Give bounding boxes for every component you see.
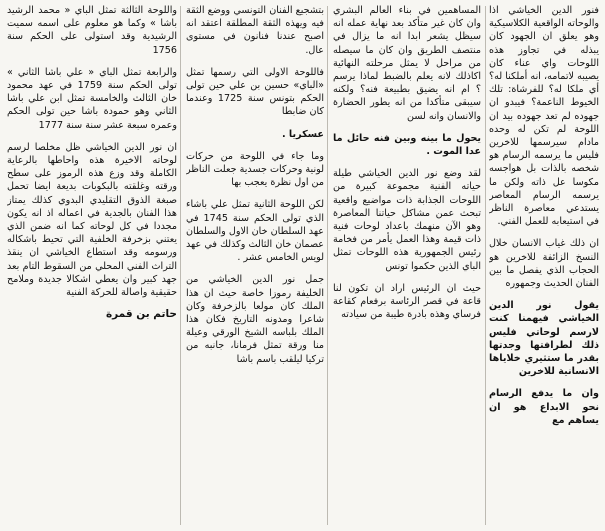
paragraph: عسكريا . (281, 128, 324, 140)
paragraph: حيث ان الرئيس اراد ان تكون لنا قاعة في قصر الرئاسة برفعام كقاعة فرساي وهذه بادرة طيبة من سيادته (333, 282, 481, 321)
paragraph: ان نور الدين الخياشي ظل مخلصا لرسم لوحاته الاخيرة هذه واحاطها بالرعاية الكاملة وقد وزع هذه الرموز على سطح ورقته وغلقته بالبكوبات بديعة ايضا تحمل صبغة الذوق التقليدي البدوي كذلك يمتاز هذا الفنان بالجدية في اعماله اذ انه يكون مجددا في كل لوحاته كما انه ضمن الذي يعتني بزخرفة الخلفية التي تحيط باشكاله ورسومه وقد استطاع الخياشي ان ينقذ التراث الفني المحلي من السقوط التام بعد جهد كبير وان يعطي اشكالا جديدة وملامح حقيقية واصالة للحركة الفنية (7, 141, 177, 299)
paragraph: فنور الدين الخياشي اذا والوحاته الواقعية الكلاسيكية وهو يعلق ان الجهود كان يبذله في تجاوز هذه اللوحات واي عناء كان يصيبه لاتمامه، انه أملكنا له؟ أي ملكا له؟ للفرشاة: تلك الخيوط الناعمة؟ فيبدو ان جهوده لم تعد جهوده بيد ان اللوحة لم تكن له وحده مادام سيرسمها للاخرين فليس ما يرسمه الرسام هو شخصه بالذات بل هواجسه مكوسا عل ذاته ولكن ما يرسمه الرسام المعاصر يستدعي معاصرة الناظر في استيعابه للعمل الفني. (489, 5, 599, 228)
article-column-1 (489, 4, 599, 527)
paragraph: واللوحة الثالثة تمثل الباي « محمد الرشيد باشا » وكما هو معلوم على اسمه سميت الرشيدية وقد استولى على الحكم سنة 1756 (7, 5, 177, 56)
paragraph: بتشجيع الفنان التونسي ووضع الثقة فيه ويهذه الثقة المطلقة اعتقد انه اصبح عندنا فنانون في مستوى عال. (186, 5, 324, 56)
paragraph: فاللوحة الاولى التي رسمها تمثل «الباي» حسين بن علي حين تولى الحكم بتونس سنة 1725 وعندما كان ضابطا (186, 66, 324, 118)
column-divider (327, 6, 328, 525)
author-signature: حاتم بن قمرة (105, 308, 177, 321)
column-divider (485, 6, 486, 525)
article-column-3 (186, 4, 324, 527)
paragraph: وان ما يدفع الرسام نحو الابداع هو ان يساهم مع (489, 388, 599, 426)
paragraph: والرابعة تمثل الباي « علي باشا الثاني » تولى الحكم سنة 1759 في عهد محمود خان الثالث والخامسة تمثل ابن علي باشا الثاني وهو حمودة باشا حين تولى الحكم وعمره سبعة عشر سنة سنة 1777 (7, 66, 177, 131)
paragraph: يحول ما بينه وبين فنه حائل ما عدا الموت . (333, 132, 481, 158)
paragraph: لقد وضع نور الدين الخياشي طيلة حياته الفنية مجموعة كبيرة من اللوحات الجذابة ذات مواضيع واقعية تبحث عمن مشاكل حياتنا المعاصرة وهو الآن منهمك باعداد لوحات فنية ذات قيمة وهذا العمل يأمر من فخامة رئيس الجمهورية هذه اللوحات تمثل الباي الذين حكموا تونس (333, 168, 481, 272)
paragraph: وما جاء في اللوحة من حركات لونية وحركات جسدية جعلت الناظر من اول نظرة يعجب بها (186, 150, 324, 189)
column-divider (180, 6, 181, 525)
article-column-2 (333, 4, 481, 527)
paragraph: ان ذلك غياب الانسان خلال النسخ الزائفة للاخرين هو الحجاب الذي يفصل ما بين الفنان الحديث وجمهوره (489, 238, 599, 290)
paragraph: لكن اللوحة الثانية تمثل علي باشاء الذي تولى الحكم سنة 1745 في عهد السلطان خان الاول والسلطان عصمان خان الثالث وكذلك في عهد لويس الخامس عشر . (186, 199, 324, 264)
paragraph: يقول نور الدين الخياشي فيهمنا كنت لارسم لوحاتي فليس ذلك لطرافتها وجدتها بقدر ما ستثيري خلاياها الانسانية للاخرين (489, 300, 599, 378)
paragraph: المساهمين في بناء العالم البشري وان كان غير متأكد بعد نهاية عمله انه سيظل يشعر ابدا انه ما يزال في منتصف الطريق وان كان ما سيصله من مراحل لا يمثل مرحلته النهائية اكاذلك لانه يعلم بالضبط لماذا يرسم ؟ ام انه يضيق بطبيعة فنه؟ ولكنه سيبقى متأكدا من انه يطور الحضارة والانسان وانه لسن (333, 5, 481, 122)
paragraph: جمل نور الدين الخياشي من الخليفة رموزا خاصة حيث ان هذا الملك كان مولعا بالزخرفة وكان شاعرا ومدونه التاريخ فكان هذا الملك بلباسه الشيخ الورقي وعيلة منا ورقة تمثل فرمانا، جانبه من تركيا ليلقب باسم باشا (186, 274, 324, 365)
article-column-4 (7, 4, 177, 527)
